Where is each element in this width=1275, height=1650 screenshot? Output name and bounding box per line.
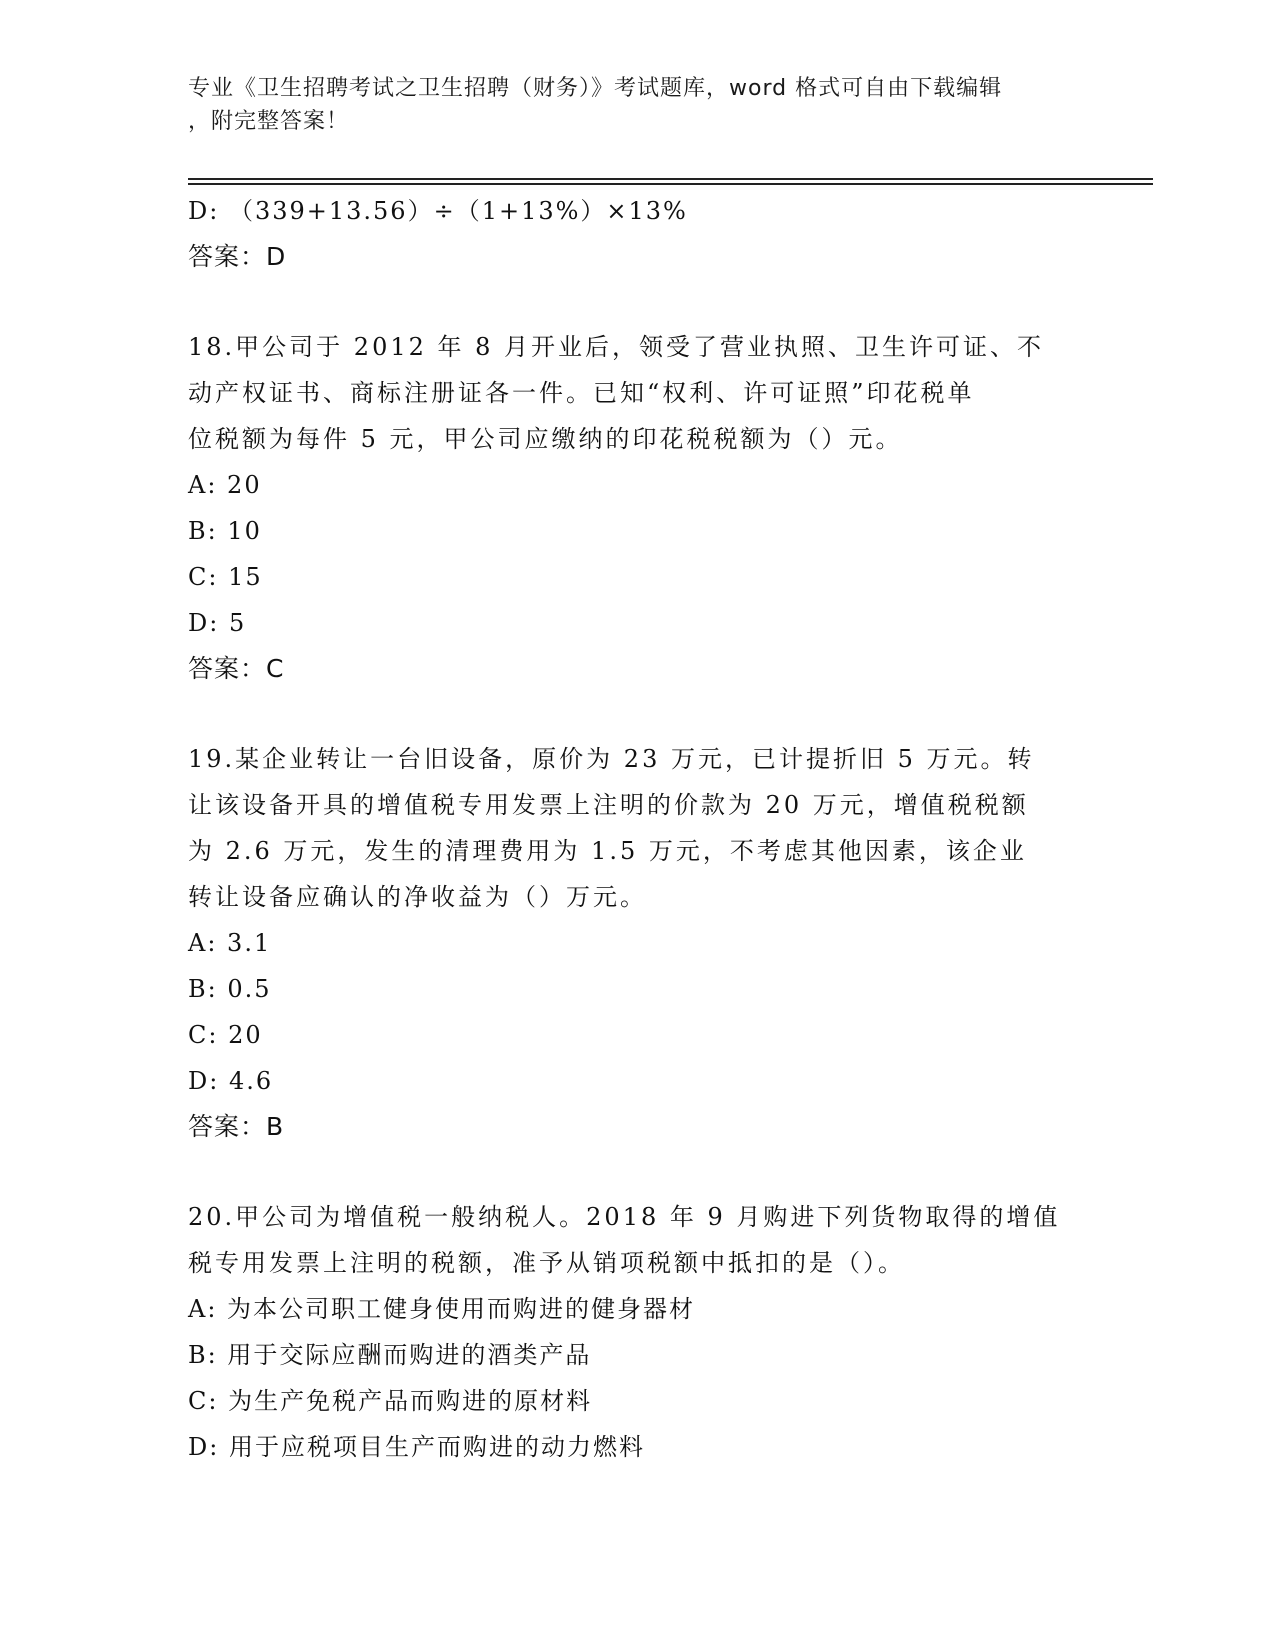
question-text-line: 税专用发票上注明的税额，准予从销项税额中抵扣的是（）。 xyxy=(188,1249,905,1277)
question-text-line: 20.甲公司为增值税一般纳税人。2018 年 9 月购进下列货物取得的增值 xyxy=(188,1203,1061,1231)
option-d: D: （339+13.56）÷（1+13%）×13% xyxy=(188,197,688,225)
spacer xyxy=(188,692,1088,736)
question-text-line: 让该设备开具的增值税专用发票上注明的价款为 20 万元，增值税税额 xyxy=(188,791,1029,819)
option-d: D: 用于应税项目生产而购进的动力燃料 xyxy=(188,1433,645,1461)
question-19 xyxy=(188,736,1088,1150)
option-c: C: 为生产免税产品而购进的原材料 xyxy=(188,1387,593,1415)
option-c: C: 15 xyxy=(188,563,263,591)
previous-question-tail xyxy=(188,188,1088,280)
question-text-line: 18.甲公司于 2012 年 8 月开业后，领受了营业执照、卫生许可证、不 xyxy=(188,333,1045,361)
header-line-1: 专业《卫生招聘考试之卫生招聘（财务）》考试题库，word 格式可自由下载编辑 xyxy=(188,76,1003,101)
answer-line: 答案：C xyxy=(188,654,285,683)
spacer xyxy=(188,280,1088,324)
answer-line: 答案：B xyxy=(188,1112,285,1141)
spacer xyxy=(188,1150,1088,1194)
question-20 xyxy=(188,1194,1088,1470)
option-a: A: 20 xyxy=(188,471,262,499)
question-text-line: 19.某企业转让一台旧设备，原价为 23 万元，已计提折旧 5 万元。转 xyxy=(188,745,1035,773)
option-a: A: 为本公司职工健身使用而购进的健身器材 xyxy=(188,1295,696,1323)
document-header xyxy=(188,72,1068,138)
option-b: B: 0.5 xyxy=(188,975,272,1003)
header-divider-bottom xyxy=(188,183,1153,185)
question-18 xyxy=(188,324,1088,692)
question-text-line: 转让设备应确认的净收益为（）万元。 xyxy=(188,883,647,911)
question-text-line: 动产权证书、商标注册证各一件。已知“权利、许可证照”印花税单 xyxy=(188,379,975,407)
question-text-line: 为 2.6 万元，发生的清理费用为 1.5 万元，不考虑其他因素，该企业 xyxy=(188,837,1027,865)
header-line-2: ，附完整答案！ xyxy=(188,109,350,134)
option-d: D: 4.6 xyxy=(188,1067,274,1095)
question-list xyxy=(188,188,1088,1470)
question-text-line: 位税额为每件 5 元，甲公司应缴纳的印花税税额为（）元。 xyxy=(188,425,903,453)
option-b: B: 用于交际应酬而购进的酒类产品 xyxy=(188,1341,592,1369)
header-divider-top xyxy=(188,178,1153,180)
option-c: C: 20 xyxy=(188,1021,263,1049)
option-b: B: 10 xyxy=(188,517,262,545)
option-a: A: 3.1 xyxy=(188,929,272,957)
answer-line: 答案：D xyxy=(188,242,287,271)
option-d: D: 5 xyxy=(188,609,247,637)
